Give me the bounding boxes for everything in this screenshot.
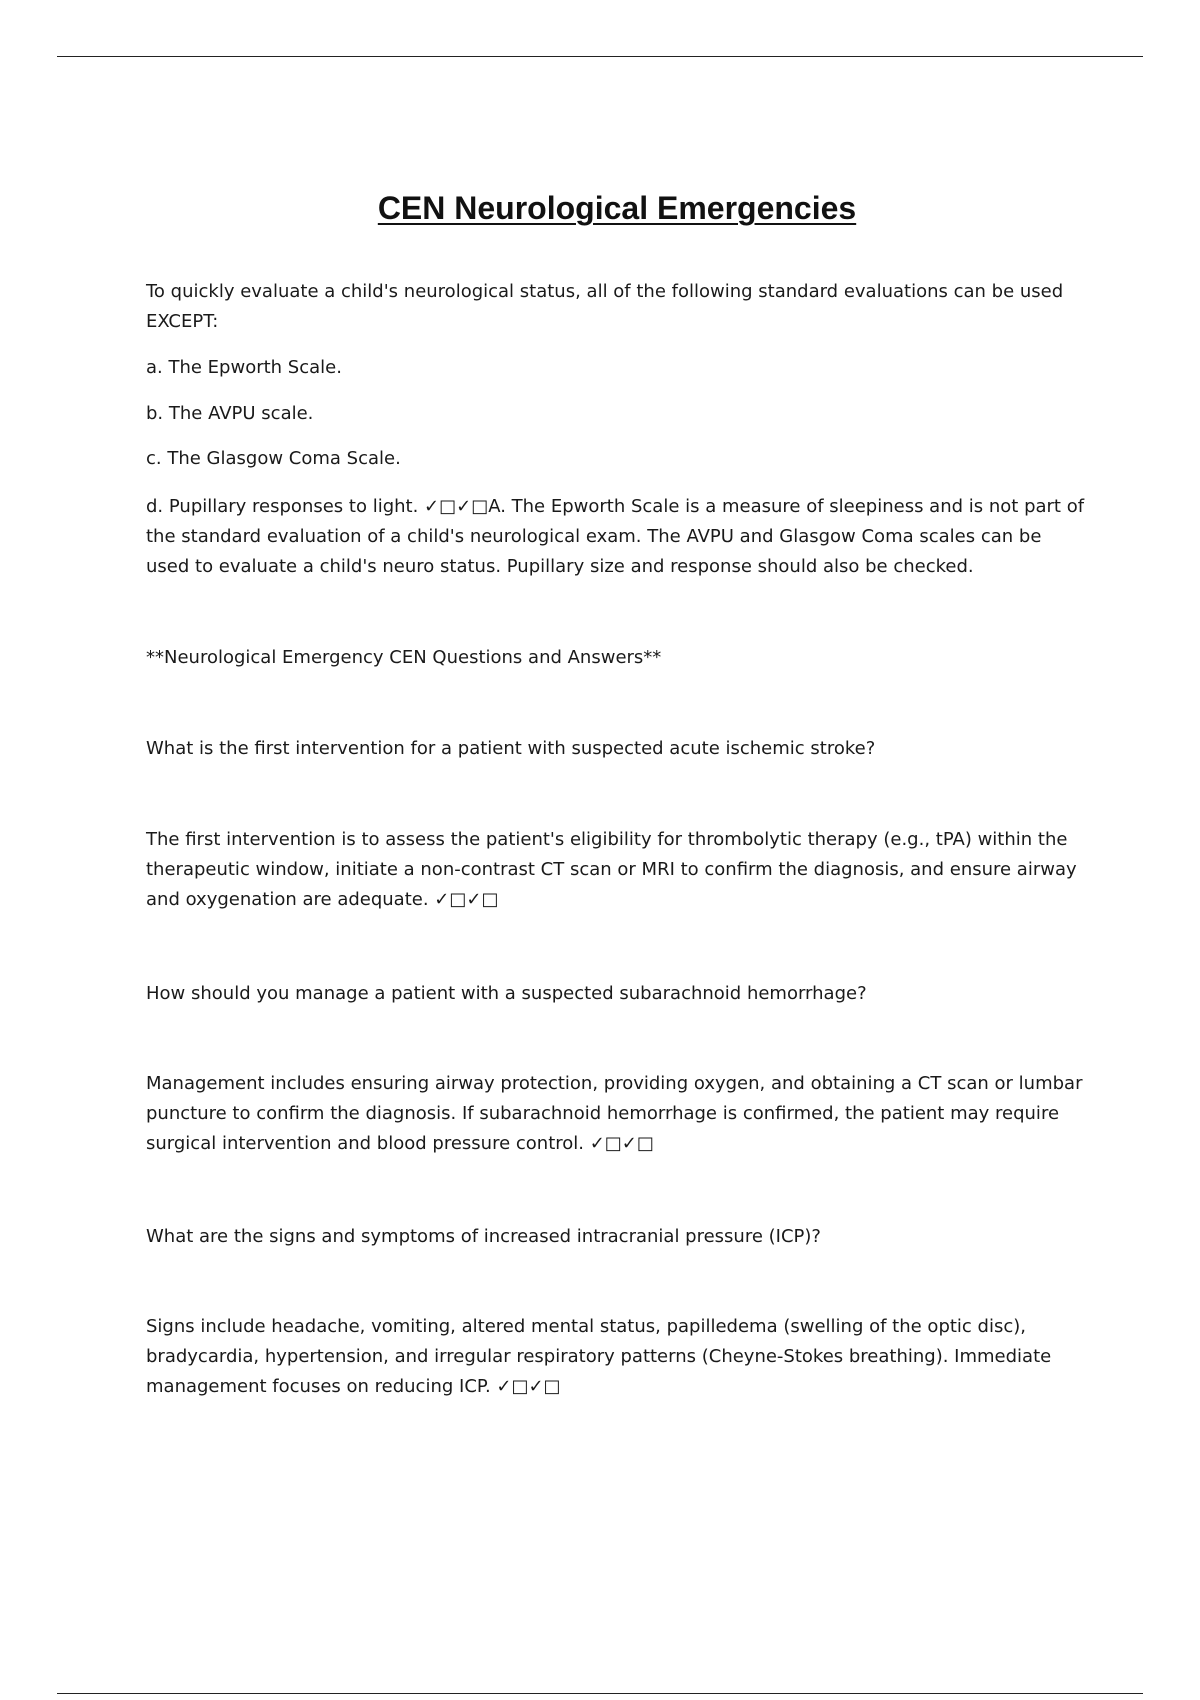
option-c: c. The Glasgow Coma Scale. bbox=[146, 448, 401, 469]
qa-answer: Management includes ensuring airway protection, providing oxygen, and obtaining a CT scan or lumbar puncture to confirm the diagnosis. If subarachnoid hemorrhage is confirmed, the patient may require surgical intervention and blood pressure control. ✓□✓□ bbox=[146, 1073, 1083, 1154]
qa-question: How should you manage a patient with a suspected subarachnoid hemorrhage? bbox=[146, 983, 867, 1004]
option-b: b. The AVPU scale. bbox=[146, 403, 314, 424]
section-heading: **Neurological Emergency CEN Questions and Answers** bbox=[146, 647, 662, 668]
question-stem: To quickly evaluate a child's neurological status, all of the following standard evaluations can be used EXCEPT: bbox=[146, 281, 1064, 332]
option-a: a. The Epworth Scale. bbox=[146, 357, 342, 378]
top-rule bbox=[57, 56, 1143, 57]
option-d-with-answer: d. Pupillary responses to light. ✓□✓□A. The Epworth Scale is a measure of sleepiness and is not part of the standard evaluation of a child's neurological exam. The AVPU and Glasgow Coma scales can be used to evaluate a child's neuro status. Pupillary size and response should also be checked. bbox=[146, 496, 1085, 577]
bottom-rule bbox=[57, 1693, 1143, 1694]
qa-question: What are the signs and symptoms of increased intracranial pressure (ICP)? bbox=[146, 1226, 821, 1247]
qa-answer: Signs include headache, vomiting, altered mental status, papilledema (swelling of the optic disc), bradycardia, hypertension, and irregular respiratory patterns (Cheyne-Stokes breathing). Immediate management focuses on reducing ICP. ✓□✓□ bbox=[146, 1316, 1052, 1397]
qa-answer: The first intervention is to assess the patient's eligibility for thrombolytic therapy (e.g., tPA) within the therapeutic window, initiate a non-contrast CT scan or MRI to confirm the diagnosis, and ensure airway and oxygenation are adequate. ✓□✓□ bbox=[146, 829, 1077, 910]
qa-question: What is the first intervention for a patient with suspected acute ischemic stroke? bbox=[146, 738, 876, 759]
page-title: CEN Neurological Emergencies bbox=[377, 190, 857, 226]
